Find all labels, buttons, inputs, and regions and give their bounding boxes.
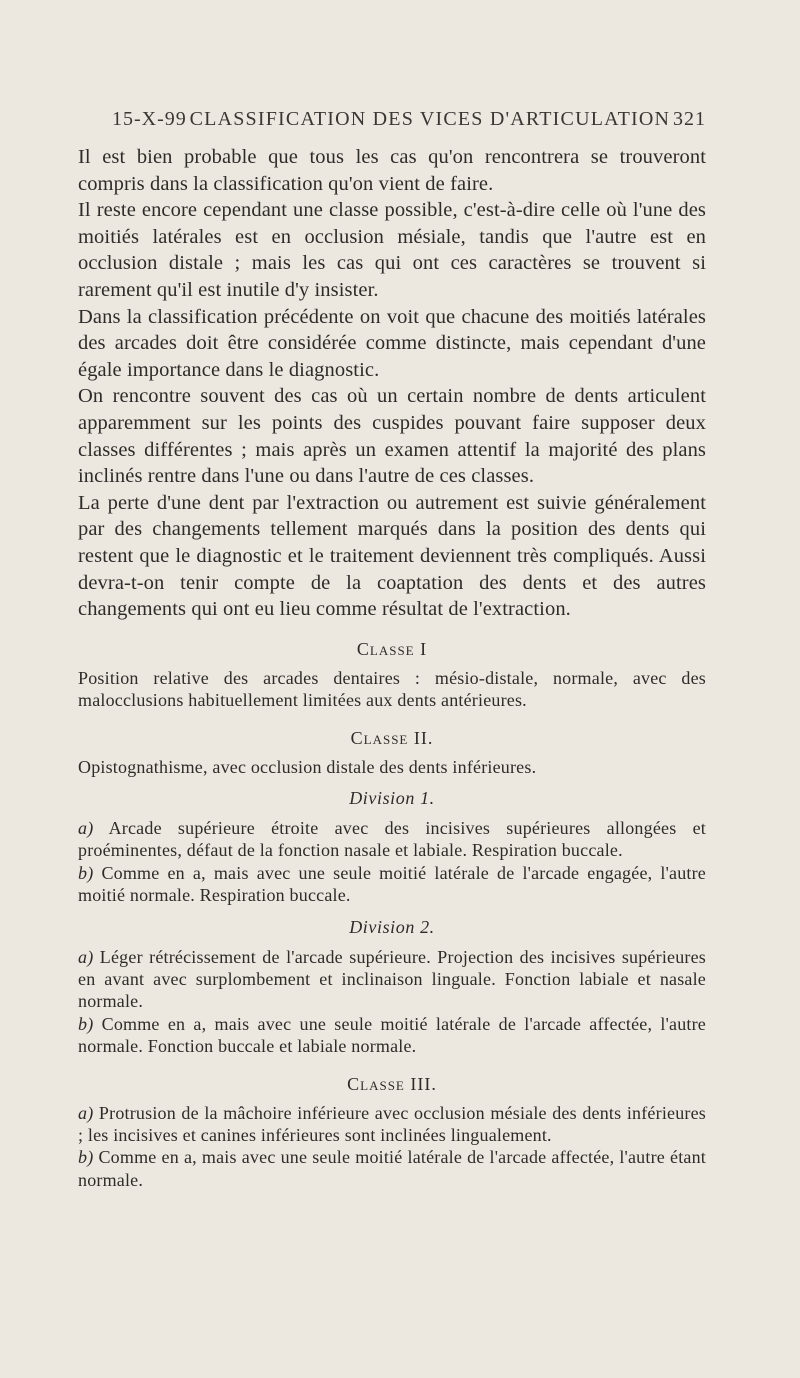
paragraph-5: La perte d'une dent par l'extraction ou autrement est suivie généralement par des changements tellement marqués dans la position des dents qui restent que le diagnostic et le traitement deviennent très compliqués. Aussi devra-t-on tenir compte de la coaptation des dents et des autres changements qui ont eu lieu comme résultat de l'extraction.	[78, 491, 706, 621]
division-2-heading: Division 2.	[349, 916, 435, 937]
classe-1-heading: Classe I	[356, 638, 428, 659]
page-body	[78, 144, 706, 1191]
classe-3-item-b	[78, 1146, 706, 1191]
running-header	[112, 108, 706, 131]
item-label: b)	[78, 1013, 94, 1034]
paragraph-1: Il est bien probable que tous les cas qu'on rencontrera se trouveront compris dans la classification qu'on vient de faire.	[78, 146, 706, 195]
item-text: Comme en a, mais avec une seule moitié latérale de l'arcade affectée, l'autre normale. Fonction buccale et labiale normale.	[78, 1013, 706, 1057]
item-text: Arcade supérieure étroite avec des incisives supérieures allongées et proéminentes, défaut de la fonction nasale et labiale. Respiration buccale.	[78, 817, 706, 861]
classe-1-text: Position relative des arcades dentaires : mésio-distale, normale, avec des malocclusions habituellement limitées aux dents antérieures.	[78, 667, 706, 711]
paragraph-4: On rencontre souvent des cas où un certain nombre de dents articulent apparemment sur les points des cuspides pouvant faire supposer deux classes différentes ; mais après un examen attentif la majorité des plans inclinés rentre dans l'une ou dans l'autre de ces classes.	[78, 385, 706, 488]
division-1-item-a	[78, 817, 706, 862]
item-text: Protrusion de la mâchoire inférieure avec occlusion mésiale des dents inférieures ; les incisives et canines inférieures sont inclinées lingualement.	[78, 1102, 706, 1145]
classe-2-heading: Classe II.	[350, 727, 434, 748]
division-1-heading: Division 1.	[349, 787, 435, 808]
header-title: CLASSIFICATION DES VICES D'ARTICULATION	[189, 108, 671, 130]
page-number: 321	[672, 108, 706, 130]
item-label: b)	[78, 862, 94, 883]
item-text: Comme en a, mais avec une seule moitié latérale de l'arcade affectée, l'autre étant normale.	[78, 1147, 706, 1190]
item-label: b)	[78, 1147, 94, 1168]
division-2-item-b	[78, 1013, 706, 1058]
paragraph-2: Il reste encore cependant une classe possible, c'est-à-dire celle où l'une des moitiés latérales est en occlusion mésiale, tandis que l'autre est en occlusion distale ; mais les cas qui ont ces caractères se trouvent si rarement qu'il est inutile d'y insister.	[78, 199, 706, 301]
paragraph-3: Dans la classification précédente on voit que chacune des moitiés latérales des arcades doit être considérée comme distincte, mais cependant d'une égale importance dans le diagnostic.	[78, 305, 706, 381]
classe-3-heading: Classe III.	[347, 1073, 437, 1094]
item-text: Comme en a, mais avec une seule moitié latérale de l'arcade engagée, l'autre moitié normale. Respiration buccale.	[78, 862, 706, 906]
item-text: Léger rétrécissement de l'arcade supérieure. Projection des incisives supérieures en avant avec surplombement et inclinaison linguale. Fonction labiale et nasale normale.	[78, 946, 706, 1012]
header-date: 15-X-99	[112, 108, 187, 130]
item-label: a)	[78, 817, 94, 838]
classe-3-item-a	[78, 1102, 706, 1147]
division-1-item-b	[78, 862, 706, 907]
classe-2-intro: Opistognathisme, avec occlusion distale des dents inférieures.	[78, 756, 537, 777]
item-label: a)	[78, 1102, 94, 1123]
item-label: a)	[78, 946, 94, 967]
division-2-item-a	[78, 946, 706, 1013]
